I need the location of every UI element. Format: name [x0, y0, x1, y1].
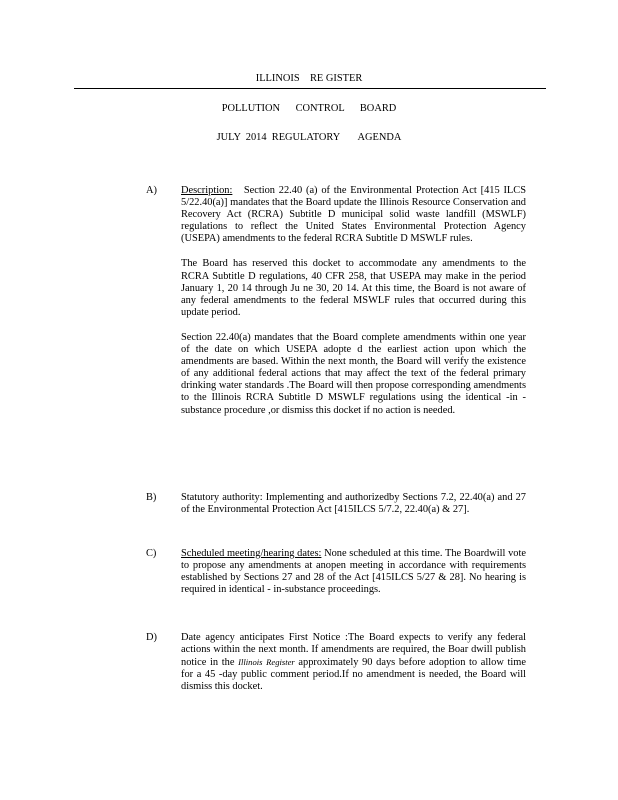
scheduled-heading: Scheduled meeting/hearing dates:: [181, 548, 322, 559]
illinois-italic: Illinois: [238, 657, 263, 668]
item-b-letter: B): [146, 492, 157, 503]
board-title: POLLUTION CONTROL BOARD: [221, 103, 397, 114]
item-c: [146, 548, 546, 609]
item-c-letter: C): [146, 548, 157, 559]
agenda-title: JULY 2014 REGULATORY AGENDA: [216, 132, 402, 143]
item-a-letter: A): [146, 185, 157, 196]
description-text: Section 22.40 (a) of the Environmental Protection Act [415 ILCS 5/22.40(a)] mandates that the Board update the Illinois Resource Conservation and Recovery Act (RCRA) Subtitle D municipal solid waste landfill (MSWLF) regulations to reflect the United States Environmental Protection Agency (USEPA) amendments to the federal RCRA Subtitle D MSWLF rules.: [181, 185, 526, 245]
item-a-paragraph-2: The Board has reserved this docket to accommodate any amendments to the RCRA Subtitle D regulations, 40 CFR 258, that USEPA may make in the period January 1, 20 14 through Ju ne 30, 20 14. At this time, the Board is not aware of any federal amendments to the federal MSWLF rules that occurred during this update period.: [181, 258, 526, 318]
scheduled-meeting: [181, 548, 526, 596]
item-d: [146, 632, 546, 706]
item-a-description: [181, 185, 526, 245]
register-italic: Register: [266, 657, 295, 668]
description-heading: Description:: [181, 185, 233, 196]
item-b: [146, 492, 546, 529]
first-notice: [181, 632, 526, 693]
register-title: ILLINOIS RE GISTER: [255, 73, 363, 84]
item-a-paragraph-3: Section 22.40(a) mandates that the Board complete amendments within one year of the date on which USEPA adopte d the earliest action upon which the amendments are based. Within the next month, the Board will verify the existence of any additional federal actions that may affect the text of the federal primary drinking water standards .The Board will then propose corresponding amendments to the Illinois RCRA Subtitle D MSWLF regulations using the identical -in -substance procedure ,or dismiss this docket if no action is needed.: [181, 331, 526, 416]
first-notice-text-1: Date agency anticipates First Notice :The Board expects to verify any federal actions within the next month. If amendments are required, the Boar dwill publish notice in the: [181, 632, 526, 669]
header-rule: [74, 88, 546, 89]
statutory-authority: Statutory authority: Implementing and authorizedby Sections 7.2, 22.40(a) and 27 of the Environmental Protection Act [415ILCS 5/7.2, 22.40(a) & 27].: [181, 492, 526, 516]
first-notice-text-2: approximately 90 days before adoption to allow time for a 45 -day public comment period.If no amendment is needed, the Board will dismiss this docket.: [181, 657, 526, 693]
item-d-letter: D): [146, 632, 157, 643]
item-a: [146, 185, 546, 430]
scheduled-text: None scheduled at this time. The Boardwill vote to propose any amendments at anopen meeting in accordance with requirements established by Sections 27 and 28 of the Act [415ILCS 5/27 & 28]. No hearing is required in identical - in-substance proceedings.: [181, 548, 526, 596]
